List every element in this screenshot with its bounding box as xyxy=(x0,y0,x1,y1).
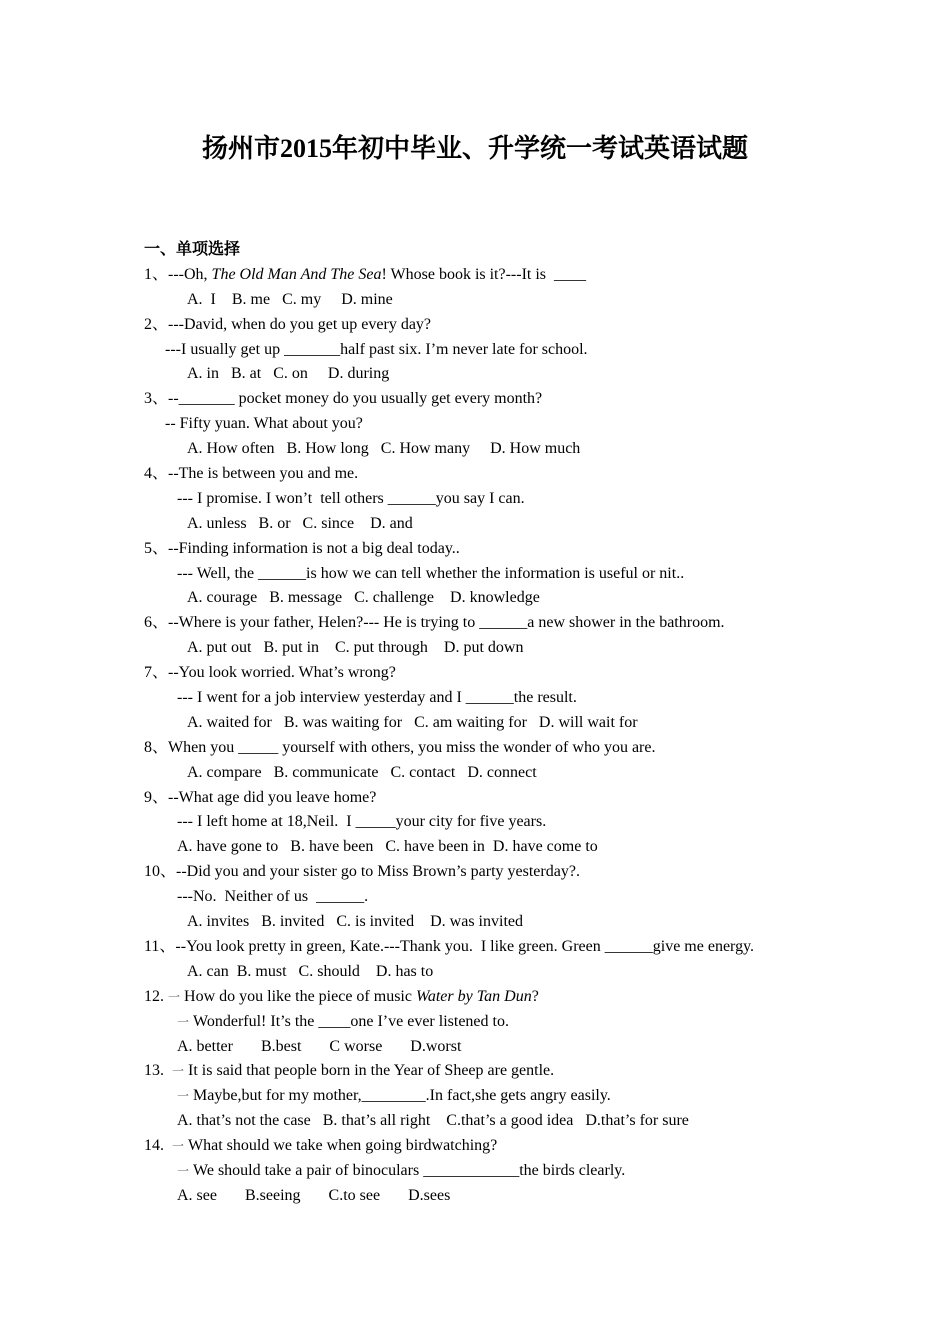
question-8-options: A. compare B. communicate C. contact D. connect xyxy=(187,763,537,781)
question-10-stem: 10、--Did you and your sister go to Miss Brown’s party yesterday?. xyxy=(144,863,580,881)
question-2-line2: ---I usually get up _______half past six. I’m never late for school. xyxy=(165,340,588,358)
question-2-options: A. in B. at C. on D. during xyxy=(187,365,390,383)
question-3-line2: -- Fifty yuan. What about you? xyxy=(165,415,363,433)
question-2-stem: 2、---David, when do you get up every day? xyxy=(144,315,432,333)
question-4-options: A. unless B. or C. since D. and xyxy=(187,514,413,532)
question-7-stem: 7、--You look worried. What’s wrong? xyxy=(144,664,396,682)
question-10-line2: ---No. Neither of us ______. xyxy=(177,888,369,906)
question-12-stem: 12. 一 How do you like the piece of music Water by Tan Dun? xyxy=(144,987,539,1005)
question-13-options: A. that’s not the case B. that’s all right C.that’s a good idea D.that’s for sure xyxy=(177,1112,689,1130)
dash-glyph: 一 xyxy=(177,1089,190,1104)
question-9-stem: 9、--What age did you leave home? xyxy=(144,788,377,806)
question-5-line2: --- Well, the ______is how we can tell whether the information is useful or nit.. xyxy=(177,564,685,582)
question-14-options: A. see B.seeing C.to see D.sees xyxy=(177,1186,451,1204)
section-heading: 一、单项选择 xyxy=(144,241,241,258)
dash-glyph: 一 xyxy=(177,1014,190,1029)
question-9-options: A. have gone to B. have been C. have been in D. have come to xyxy=(177,838,598,856)
question-6-stem: 6、--Where is your father, Helen?--- He is trying to ______a new shower in the bathroom. xyxy=(144,614,725,632)
exam-title: 扬州市2015年初中毕业、升学统一考试英语试题 xyxy=(201,134,748,163)
exam-content xyxy=(144,238,864,1209)
question-3-stem: 3、--_______ pocket money do you usually get every month? xyxy=(144,390,543,408)
question-1-options: A. I B. me C. my D. mine xyxy=(187,290,393,308)
book-title: The Old Man And The Sea xyxy=(211,265,382,283)
question-13-stem: 13. 一 It is said that people born in the Year of Sheep are gentle. xyxy=(144,1062,555,1080)
dash-glyph: 一 xyxy=(177,1163,190,1178)
question-3-options: A. How often B. How long C. How many D. How much xyxy=(187,440,581,458)
question-4-stem: 4、--The is between you and me. xyxy=(144,465,359,483)
question-13-line2: 一 Maybe,but for my mother,________.In fact,she gets angry easily. xyxy=(177,1087,611,1105)
question-1-stem: 1、---Oh, The Old Man And The Sea! Whose book is it?---It is ____ xyxy=(144,265,587,283)
dash-glyph: 一 xyxy=(172,1139,185,1154)
question-14-stem: 14. 一 What should we take when going birdwatching? xyxy=(144,1137,498,1155)
question-11-options: A. can B. must C. should D. has to xyxy=(187,962,434,980)
question-8-stem: 8、When you _____ yourself with others, you miss the wonder of who you are. xyxy=(144,738,656,756)
question-10-options: A. invites B. invited C. is invited D. was invited xyxy=(187,913,523,931)
question-7-line2: --- I went for a job interview yesterday and I ______the result. xyxy=(177,689,577,707)
question-6-options: A. put out B. put in C. put through D. put down xyxy=(187,639,524,657)
question-14-line2: 一 We should take a pair of binoculars ____________the birds clearly. xyxy=(177,1161,626,1179)
question-7-options: A. waited for B. was waiting for C. am waiting for D. will wait for xyxy=(187,713,638,731)
question-5-stem: 5、--Finding information is not a big deal today.. xyxy=(144,539,460,557)
question-11-stem: 11、--You look pretty in green, Kate.---Thank you. I like green. Green ______give me energy. xyxy=(144,937,755,955)
music-title: Water by Tan Dun xyxy=(415,987,532,1005)
question-4-line2: --- I promise. I won’t tell others ______you say I can. xyxy=(177,489,525,507)
dash-glyph: 一 xyxy=(168,989,181,1004)
question-5-options: A. courage B. message C. challenge D. knowledge xyxy=(187,589,540,607)
question-12-line2: 一 Wonderful! It’s the ____one I’ve ever listened to. xyxy=(177,1012,509,1030)
dash-glyph: 一 xyxy=(172,1064,185,1079)
question-9-line2: --- I left home at 18,Neil. I _____your city for five years. xyxy=(177,813,547,831)
question-12-options: A. better B.best C worse D.worst xyxy=(177,1037,462,1055)
